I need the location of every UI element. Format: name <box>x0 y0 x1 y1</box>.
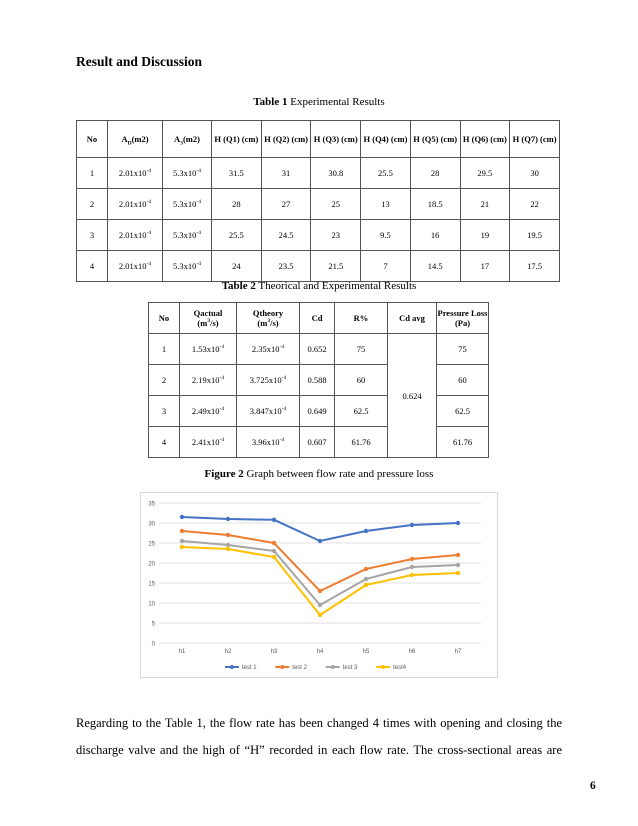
header-exponent: 3 <box>207 318 211 325</box>
table-cell: 75 <box>437 334 489 365</box>
x-tick-label: h3 <box>270 649 278 655</box>
data-point <box>226 543 230 547</box>
body-paragraph: Regarding to the Table 1, the flow rate has been changed 4 times with opening and closing the discharge valve and the high of “H” recorded in each flow rate. The cross-sectional areas are <box>76 716 562 757</box>
table2-header-r: R% <box>335 303 388 334</box>
header-unit: (m2) <box>182 134 200 144</box>
table-cell: 22 <box>510 189 560 220</box>
cell-value: 5.3x10 <box>173 199 197 209</box>
table-cell: 9.5 <box>361 220 411 251</box>
cell-exponent: -4 <box>196 261 201 268</box>
table-cell: 19.5 <box>510 220 560 251</box>
table-cell: 28 <box>410 158 460 189</box>
series-line <box>182 541 458 605</box>
table-cell <box>108 220 163 251</box>
data-point <box>318 603 322 607</box>
table-cell: 60 <box>437 365 489 396</box>
cd-avg-cell: 0.624 <box>388 334 437 458</box>
data-point <box>180 539 184 543</box>
table-cell: 14.5 <box>410 251 460 282</box>
cell-exponent: -4 <box>146 261 152 268</box>
cell-value: 1.53x10 <box>191 344 220 354</box>
data-point <box>410 557 414 561</box>
data-point <box>456 563 460 567</box>
data-point <box>226 517 230 521</box>
table-cell <box>108 158 163 189</box>
table2-header-cd-avg: Cd avg <box>388 303 437 334</box>
table-row <box>149 334 489 365</box>
table-cell: 61.76 <box>437 427 489 458</box>
header-text: A <box>121 134 128 144</box>
table-cell: 0.588 <box>300 365 335 396</box>
cell-exponent: -4 <box>219 375 225 382</box>
data-point <box>364 567 368 571</box>
table-cell: 25 <box>311 189 361 220</box>
x-tick-label: h2 <box>224 649 232 655</box>
table-cell <box>237 396 300 427</box>
table1-header-q7: H (Q7) (cm) <box>510 121 560 158</box>
legend-marker <box>280 665 284 669</box>
header-text: A <box>174 134 181 144</box>
data-point <box>318 539 322 543</box>
y-tick-label: 0 <box>151 641 155 648</box>
table-cell: 23.5 <box>261 251 311 282</box>
table-cell <box>108 189 163 220</box>
data-point <box>364 583 368 587</box>
table-cell: 16 <box>410 220 460 251</box>
table-cell: 29.5 <box>460 158 510 189</box>
table-row <box>77 189 560 220</box>
x-tick-label: h4 <box>316 649 324 655</box>
table1-header-q1: H (Q1) (cm) <box>212 121 262 158</box>
data-point <box>410 523 414 527</box>
x-tick-label: h5 <box>362 649 370 655</box>
table-cell <box>237 334 300 365</box>
cell-value: 3.725x10 <box>249 375 282 385</box>
legend-label: test 1 <box>241 665 257 672</box>
table-cell <box>180 396 237 427</box>
cell-value: 2.01x10 <box>118 261 147 271</box>
table2-header-pressure-loss: Pressure Loss (Pa) <box>437 303 489 334</box>
x-tick-label: h1 <box>178 649 186 655</box>
cell-value: 2.01x10 <box>118 230 147 240</box>
table-cell: 75 <box>335 334 388 365</box>
table2-caption <box>76 280 562 292</box>
data-point <box>410 573 414 577</box>
data-point <box>226 547 230 551</box>
cell-exponent: -4 <box>146 168 152 175</box>
data-point <box>318 613 322 617</box>
figure2-caption <box>76 468 562 480</box>
table-row <box>149 427 489 458</box>
cell-value: 3.96x10 <box>251 437 280 447</box>
table-cell: 17 <box>460 251 510 282</box>
table-cell: 61.76 <box>335 427 388 458</box>
x-tick-label: h7 <box>454 649 462 655</box>
cell-exponent: -4 <box>281 406 287 413</box>
cell-value: 2.35x10 <box>251 344 280 354</box>
theoretical-results-table <box>148 302 489 458</box>
cell-exponent: -4 <box>279 437 285 444</box>
cell-exponent: -4 <box>146 199 152 206</box>
table-cell: 60 <box>335 365 388 396</box>
data-point <box>410 565 414 569</box>
table-cell: 24.5 <box>261 220 311 251</box>
table-cell: 27 <box>261 189 311 220</box>
legend-marker <box>331 665 335 669</box>
header-subscript: D <box>127 140 132 147</box>
cell-exponent: -4 <box>196 199 201 206</box>
cell-value: 5.3x10 <box>173 168 197 178</box>
data-point <box>272 555 276 559</box>
data-point <box>318 589 322 593</box>
table-cell: 0.607 <box>300 427 335 458</box>
cell-value: 3.847x10 <box>249 406 282 416</box>
data-point <box>226 533 230 537</box>
table-cell: 31.5 <box>212 158 262 189</box>
data-point <box>180 545 184 549</box>
table-cell: 62.5 <box>335 396 388 427</box>
table1-header-q3: H (Q3) (cm) <box>311 121 361 158</box>
x-tick-label: h6 <box>408 649 416 655</box>
data-point <box>180 515 184 519</box>
table-cell <box>180 427 237 458</box>
table-cell: 28 <box>212 189 262 220</box>
table-cell: 30 <box>510 158 560 189</box>
table1-header-q6: H (Q6) (cm) <box>460 121 510 158</box>
table-cell: 24 <box>212 251 262 282</box>
table-row <box>77 220 560 251</box>
table1-header-q4: H (Q4) (cm) <box>361 121 411 158</box>
header-text: Qactual <box>193 308 223 318</box>
table-cell <box>163 220 212 251</box>
cell-exponent: -4 <box>281 375 287 382</box>
data-point <box>456 571 460 575</box>
table2-header-qactual <box>180 303 237 334</box>
cell-value: 2.01x10 <box>118 199 147 209</box>
table1-header-row <box>77 121 560 158</box>
header-exponent: 3 <box>267 318 271 325</box>
table-cell <box>237 365 300 396</box>
figure2-caption-text: Graph between flow rate and pressure loss <box>246 468 434 480</box>
legend-label: test 3 <box>342 665 358 672</box>
data-point <box>456 553 460 557</box>
table-cell: 21 <box>460 189 510 220</box>
table-cell: 31 <box>261 158 311 189</box>
table-cell: 3 <box>149 396 180 427</box>
table-cell: 0.649 <box>300 396 335 427</box>
table-cell: 1 <box>77 158 108 189</box>
table2-header-row <box>149 303 489 334</box>
table-cell: 4 <box>149 427 180 458</box>
figure2-caption-label: Figure 2 <box>204 468 244 480</box>
legend-label: test4 <box>393 665 407 672</box>
table-cell <box>237 427 300 458</box>
table2-header-no: No <box>149 303 180 334</box>
y-tick-label: 35 <box>148 501 155 508</box>
cell-value: 2.41x10 <box>191 437 220 447</box>
table2-header-cd: Cd <box>300 303 335 334</box>
cell-exponent: -4 <box>146 230 152 237</box>
cell-exponent: -4 <box>279 344 285 351</box>
table-cell: 13 <box>361 189 411 220</box>
table-cell: 25.5 <box>361 158 411 189</box>
legend-label: test 2 <box>292 665 307 672</box>
table1-header-q2: H (Q2) (cm) <box>261 121 311 158</box>
table-cell <box>163 189 212 220</box>
table-cell: 21.5 <box>311 251 361 282</box>
table-cell: 2 <box>149 365 180 396</box>
page-number: 6 <box>590 780 596 792</box>
y-tick-label: 25 <box>148 541 155 548</box>
table-row <box>77 251 560 282</box>
series-line <box>182 517 458 541</box>
cell-exponent: -4 <box>196 230 201 237</box>
cell-value: 2.01x10 <box>118 168 147 178</box>
table-cell: 3 <box>77 220 108 251</box>
y-tick-label: 10 <box>148 601 155 608</box>
table-cell: 4 <box>77 251 108 282</box>
y-tick-label: 30 <box>148 521 155 528</box>
chart-canvas <box>141 493 497 677</box>
header-text: Qtheory <box>252 308 284 318</box>
table-cell: 2 <box>77 189 108 220</box>
y-tick-label: 20 <box>148 561 155 568</box>
table-row <box>149 396 489 427</box>
data-point <box>364 529 368 533</box>
cell-value: 2.19x10 <box>191 375 220 385</box>
table-cell <box>163 158 212 189</box>
line-chart <box>140 492 498 678</box>
table1-header-ad <box>108 121 163 158</box>
legend-marker <box>381 665 385 669</box>
table-cell: 25.5 <box>212 220 262 251</box>
table-cell <box>180 365 237 396</box>
header-unit: /s) <box>210 318 219 328</box>
experimental-results-table <box>76 120 560 282</box>
table-row <box>77 158 560 189</box>
cell-exponent: -4 <box>219 406 225 413</box>
header-unit: (m2) <box>131 134 149 144</box>
table-row <box>149 365 489 396</box>
data-point <box>272 549 276 553</box>
header-unit: /s) <box>270 318 279 328</box>
table-cell: 30.8 <box>311 158 361 189</box>
table1-caption-label: Table 1 <box>253 96 288 108</box>
table2-header-qtheory <box>237 303 300 334</box>
cell-exponent: -4 <box>219 437 225 444</box>
cell-value: 5.3x10 <box>173 261 197 271</box>
table-cell: 17.5 <box>510 251 560 282</box>
y-tick-label: 15 <box>148 581 155 588</box>
table-cell <box>180 334 237 365</box>
table-cell: 18.5 <box>410 189 460 220</box>
header-unit: (m <box>257 318 268 328</box>
table-cell: 23 <box>311 220 361 251</box>
table-cell: 7 <box>361 251 411 282</box>
table-cell: 19 <box>460 220 510 251</box>
cell-value: 5.3x10 <box>173 230 197 240</box>
header-subscript: 3 <box>180 140 183 147</box>
cell-exponent: -4 <box>219 344 225 351</box>
header-unit: (m <box>197 318 208 328</box>
table2-caption-label: Table 2 <box>221 280 256 292</box>
data-point <box>456 521 460 525</box>
data-point <box>272 518 276 522</box>
table1-caption <box>76 96 562 108</box>
table1-caption-text: Experimental Results <box>290 96 385 108</box>
data-point <box>364 577 368 581</box>
cell-value: 2.49x10 <box>191 406 220 416</box>
cell-exponent: -4 <box>196 168 201 175</box>
legend-marker <box>230 665 234 669</box>
data-point <box>180 529 184 533</box>
table1-header-no: No <box>77 121 108 158</box>
table1-header-q5: H (Q5) (cm) <box>410 121 460 158</box>
data-point <box>272 541 276 545</box>
table-cell: 62.5 <box>437 396 489 427</box>
table1-header-a3 <box>163 121 212 158</box>
y-tick-label: 5 <box>151 621 155 628</box>
table2-caption-text: Theorical and Experimental Results <box>258 280 417 292</box>
table-cell: 0.652 <box>300 334 335 365</box>
table-cell: 1 <box>149 334 180 365</box>
section-heading: Result and Discussion <box>76 54 203 69</box>
table-cell <box>163 251 212 282</box>
table-cell <box>108 251 163 282</box>
